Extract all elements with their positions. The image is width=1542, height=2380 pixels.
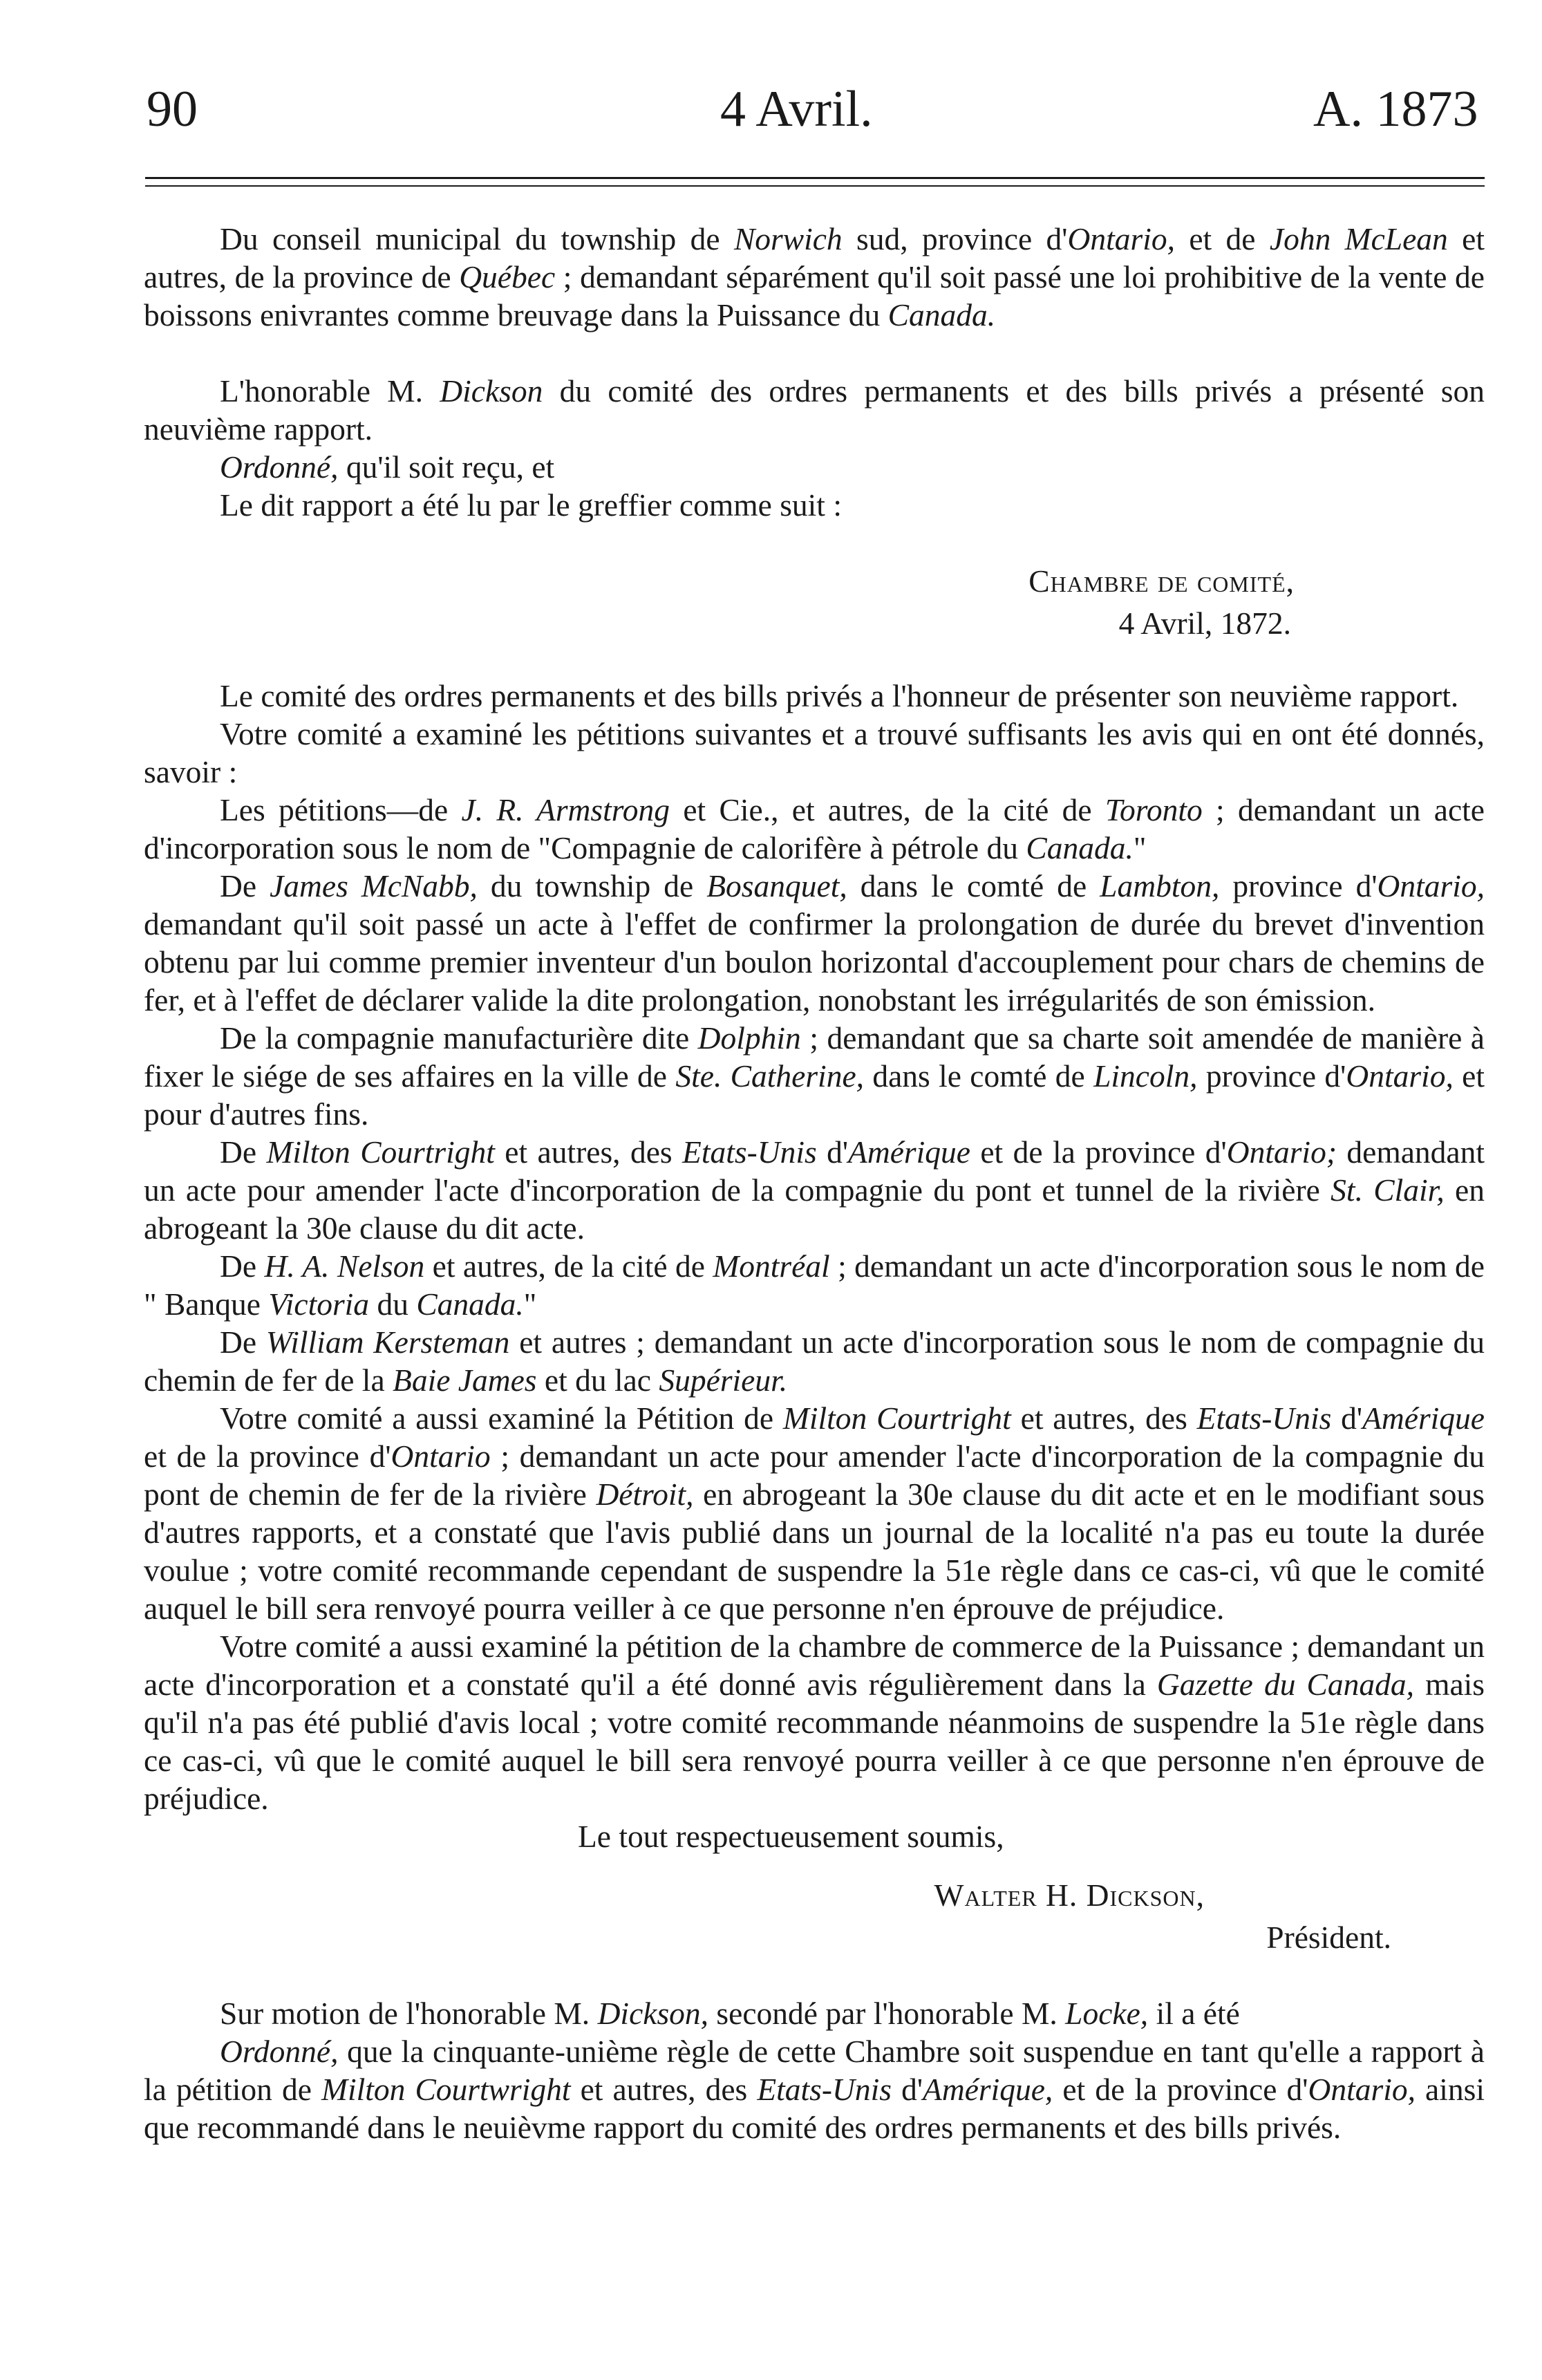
header-rule-bottom <box>145 185 1485 187</box>
paragraph-committee-intro: Le comité des ordres permanents et des bills privés a l'honneur de présenter son neuvième rapport. <box>220 678 1459 713</box>
closing-line: Le tout respectueusement soumis, <box>578 1819 1004 1854</box>
petition-nelson: De H. A. Nelson et autres, de la cité de Montréal ; demandant un acte d'incorporation sous le nom de " Banque Victoria du Canada." <box>144 1248 1485 1322</box>
paragraph-ordered-received: Ordonné, qu'il soit reçu, et <box>220 449 555 485</box>
report-heading: Chambre de comité, <box>1028 563 1295 599</box>
page-number: 90 <box>147 81 198 138</box>
page-body <box>144 220 1485 2146</box>
petition-armstrong: Les pétitions—de J. R. Armstrong et Cie., et autres, de la cité de Toronto ; demandant un acte d'incorporation sous le nom de "Compagnie de calorifère à pétrole du Canada." <box>144 792 1485 865</box>
paragraph-petitions-examined: Votre comité a examiné les pétitions suivantes et a trouvé suffisants les avis qui en ont été donnés, savoir : <box>144 716 1485 789</box>
paragraph-dickson-report: L'honorable M. Dickson du comité des ordres permanents et des bills privés a présenté son neuvième rapport. <box>144 373 1485 447</box>
paragraph-ordered-suspension: Ordonné, que la cinquante-unième règle de cette Chambre soit suspendue en tant qu'elle a rapport à la pétition de Milton Courtwright et autres, des Etats-Unis d'Amérique, et de la province d'Ontario, ainsi que recommandé dans le neuièvme rapport du comité des ordres permanents et des bills privés. <box>144 2034 1485 2145</box>
petition-mcnabb: De James McNabb, du township de Bosanquet, dans le comté de Lambton, province d'Ontario, demandant qu'il soit passé un acte à l'effet de confirmer la prolongation de durée du brevet d'invention obtenu par lui comme premier inventeur d'un boulon horizontal d'accouplement pour chars de chemins de fer, et à l'effet de déclarer valide la dite prolongation, nonobstant les irrégularités de son émission. <box>144 868 1485 1018</box>
paragraph-petition-norwich: Du conseil municipal du township de Norwich sud, province d'Ontario, et de John McLean et autres, de la province de Québec ; demandant séparément qu'il soit passé une loi prohibitive de la vente de boissons enivrantes comme breuvage dans la Puissance du Canada. <box>144 221 1485 332</box>
petition-kersteman: De William Kersteman et autres ; demandant un acte d'incorporation sous le nom de compagnie du chemin de fer de la Baie James et du lac Supérieur. <box>144 1324 1485 1398</box>
petition-dolphin: De la compagnie manufacturière dite Dolphin ; demandant que sa charte soit amendée de manière à fixer le siége de ses affaires en la ville de Ste. Catherine, dans le comté de Lincoln, province d'Ontario, et pour d'autres fins. <box>144 1020 1485 1132</box>
petition-chamber-of-commerce: Votre comité a aussi examiné la pétition de la chambre de commerce de la Puissance ; demandant un acte d'incorporation et a constaté qu'il a été donné avis régulièrement dans la Gazette du Canada, mais qu'il n'a pas été publié d'avis local ; votre comité recommande néanmoins de suspendre la 51e règle dans ce cas-ci, vû que le comité auquel le bill sera renvoyé pourra veiller à ce que personne n'en éprouve de préjudice. <box>144 1629 1485 1816</box>
running-date: 4 Avril. <box>720 81 873 138</box>
signature-name: Walter H. Dickson, <box>934 1877 1205 1913</box>
signature-title: Président. <box>1266 1920 1391 1955</box>
paragraph-report-read: Le dit rapport a été lu par le greffier comme suit : <box>220 487 842 523</box>
petition-courtright-st-clair: De Milton Courtright et autres, des Etats-Unis d'Amérique et de la province d'Ontario; demandant un acte pour amender l'acte d'incorporation de la compagnie du pont et tunnel de la rivière St. Clair, en abrogeant la 30e clause du dit acte. <box>144 1134 1485 1246</box>
paragraph-motion: Sur motion de l'honorable M. Dickson, secondé par l'honorable M. Locke, il a été <box>220 1996 1240 2031</box>
report-date: 4 Avril, 1872. <box>1118 606 1291 641</box>
running-year: A. 1873 <box>1313 81 1478 138</box>
header-rule-top <box>145 177 1485 179</box>
petition-courtright-detroit: Votre comité a aussi examiné la Pétition de Milton Courtright et autres, des Etats-Unis d'Amérique et de la province d'Ontario ; demandant un acte pour amender l'acte d'incorporation de la compagnie du pont de chemin de fer de la rivière Détroit, en abrogeant la 30e clause du dit acte et en le modifiant sous d'autres rapports, et a constaté que l'avis publié dans un journal de la localité n'a pas eu toute la durée voulue ; votre comité recommande cependant de suspendre la 51e règle dans ce cas-ci, vû que le comité auquel le bill sera renvoyé pourra veiller à ce que personne n'en éprouve de préjudice. <box>144 1400 1485 1626</box>
